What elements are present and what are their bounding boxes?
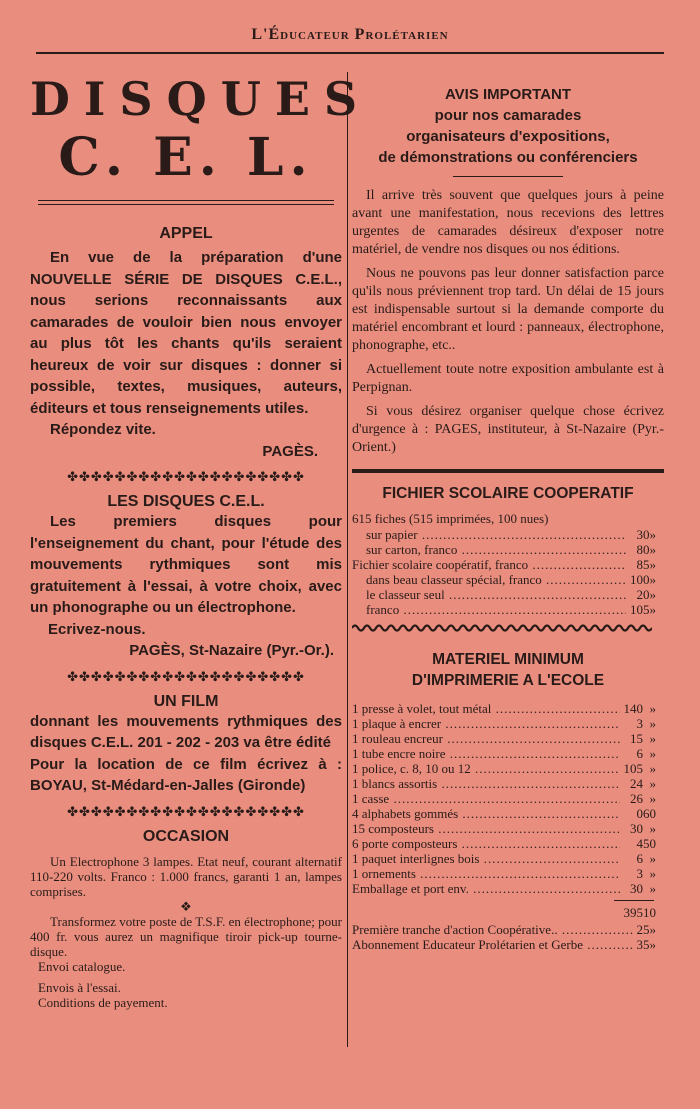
- extra-item-label: Abonnement Educateur Prolétarien et Gerbe .....: [352, 937, 633, 952]
- fichier-item-row: [352, 527, 656, 542]
- fichier-price-list: [352, 527, 656, 617]
- materiel-item-label: 1 police, c. 8, 10 ou 12 .....: [352, 761, 620, 776]
- ornament-divider: ✤✤✤✤✤✤✤✤✤✤✤✤✤✤✤✤✤✤✤✤: [67, 804, 305, 820]
- materiel-item-row: [352, 806, 656, 821]
- header-rule: [36, 52, 664, 54]
- avis-p3: Actuellement toute notre exposition ambulante est à Perpignan.: [352, 362, 664, 395]
- extra-item-row: [352, 922, 656, 937]
- avis-p1: Il arrive très souvent que quelques jours à peine avant une manifestation, nous recevions des lettres urgentes de camarades désireux d'exposer notre matériel, de vendre nos disques ou nos éditions.: [352, 188, 664, 257]
- fichier-item-unit: »: [649, 557, 656, 572]
- title-rule: [38, 200, 334, 205]
- disques-heading: LES DISQUES C.E.L.: [107, 493, 265, 510]
- materiel-item-unit: 50: [643, 836, 656, 851]
- fichier-heading: FICHIER SCOLAIRE COOPERATIF: [382, 485, 634, 502]
- materiel-item-value: 26: [630, 791, 643, 806]
- materiel-item-unit: »: [649, 851, 656, 866]
- materiel-item-row: [352, 836, 656, 851]
- materiel-item-unit: »: [649, 701, 656, 716]
- film-text: donnant les mouvements rythmiques des disques C.E.L. 201 - 202 - 203 va être édité: [30, 712, 342, 751]
- avis-p2: Nous ne pouvons pas leur donner satisfaction parce qu'ils nous préviennent trop tard. Un délai de 15 jours est indispensable surtout si la demande comporte du matériel encombrant et lourd : panneaux, électrophone, phonographe, etc..: [352, 266, 664, 353]
- wavy-divider: [352, 623, 652, 633]
- materiel-item-unit: »: [649, 716, 656, 731]
- avis-title-3: organisateurs d'expositions,: [406, 128, 610, 145]
- materiel-item-value: 105: [623, 761, 643, 776]
- materiel-item-row: [352, 821, 656, 836]
- materiel-extra-list: [352, 922, 656, 952]
- avis-title-2: pour nos camarades: [434, 107, 582, 124]
- fichier-item-label: sur papier .....: [352, 527, 626, 542]
- fichier-item-label: Fichier scolaire coopératif, franco .....: [352, 557, 626, 572]
- occasion-p5: Conditions de payement.: [38, 994, 168, 1010]
- fichier-item-label: dans beau classeur spécial, franco .....: [352, 572, 626, 587]
- materiel-item-unit: »: [649, 761, 656, 776]
- occasion-p1: Un Electrophone 3 lampes. Etat neuf, courant alternatif 110-220 volts. Franco : 1.000 francs, garanti 1 an, lampes comprises.: [30, 853, 342, 899]
- fichier-item-label: sur carton, franco .....: [352, 542, 626, 557]
- materiel-item-row: [352, 866, 656, 881]
- materiel-item-unit: »: [649, 791, 656, 806]
- total-unit: 10: [643, 905, 656, 920]
- occasion-separator-icon: ❖: [180, 898, 192, 914]
- disques-signature: PAGÈS, St-Nazaire (Pyr.-Or.).: [129, 642, 334, 659]
- fichier-item-value: 105: [630, 602, 650, 617]
- fichier-item-value: 20: [636, 587, 650, 602]
- disques-text: Les premiers disques pour l'enseignement du chant, pour l'étude des mouvements rythmiques sont mis gratuitement à l'essai, à votre choix, avec un phonographe ou un électrophone.: [30, 513, 342, 616]
- materiel-item-label: Emballage et port env. .....: [352, 881, 620, 896]
- fichier-item-row: [352, 542, 656, 557]
- fichier-item-value: 100: [630, 572, 650, 587]
- materiel-item-row: [352, 851, 656, 866]
- materiel-item-value: 30: [630, 881, 643, 896]
- materiel-heading: [352, 649, 664, 691]
- column-divider: [347, 72, 348, 1047]
- fichier-item-label: le classeur seul .....: [352, 587, 626, 602]
- fichier-item-label: franco .....: [352, 602, 626, 617]
- right-column: [352, 70, 664, 952]
- fichier-item-row: [352, 602, 656, 617]
- materiel-item-value: 6: [636, 851, 643, 866]
- extra-item-row: [352, 937, 656, 952]
- fichier-item-unit: »: [649, 587, 656, 602]
- avis-body: [352, 187, 664, 457]
- title-disques: DISQUES: [30, 72, 372, 126]
- fichier-item-value: 80: [636, 542, 650, 557]
- occasion-heading: OCCASION: [142, 827, 230, 845]
- materiel-item-value: 15: [630, 731, 643, 746]
- materiel-item-value: 3: [636, 716, 643, 731]
- film-heading: UN FILM: [153, 692, 219, 710]
- occasion-p2: Transformez votre poste de T.S.F. en électrophone; pour 400 fr. vous aurez un magnifique tiroir pick-up tourne-disque.: [30, 913, 342, 959]
- materiel-total: [352, 905, 656, 920]
- fichier-item-row: [352, 587, 656, 602]
- ornament-divider: ✤✤✤✤✤✤✤✤✤✤✤✤✤✤✤✤✤✤✤✤: [67, 669, 305, 685]
- materiel-item-label: 1 ornements .....: [352, 866, 620, 881]
- fichier-item-row: [352, 557, 656, 572]
- materiel-item-value: 3: [636, 866, 643, 881]
- total-row: [352, 905, 656, 920]
- fichier-item-unit: »: [649, 572, 656, 587]
- occasion-block: [30, 854, 342, 1010]
- avis-heading: [352, 84, 664, 168]
- materiel-heading-1: MATERIEL MINIMUM: [432, 651, 584, 668]
- materiel-item-row: [352, 776, 656, 791]
- extra-item-value: 25: [636, 922, 650, 937]
- materiel-item-label: 1 paquet interlignes bois .....: [352, 851, 620, 866]
- materiel-item-label: 1 casse .....: [352, 791, 620, 806]
- materiel-item-value: 30: [630, 821, 643, 836]
- appel-text: En vue de la préparation d'une NOUVELLE SÉRIE DE DISQUES C.E.L., nous serions reconnaissants aux camarades de vouloir bien nous envoyer au plus tôt les chants qu'ils seraient heureux de voir sur disques : donner si possible, textes, musiques, auteurs, éditeurs et tous renseignements utiles.: [30, 249, 342, 417]
- avis-title-4: de démonstrations ou conférenciers: [378, 149, 638, 166]
- extra-item-unit: »: [649, 937, 656, 952]
- materiel-item-row: [352, 746, 656, 761]
- section-rule: [352, 469, 664, 473]
- extra-item-unit: »: [649, 922, 656, 937]
- materiel-item-label: 6 porte composteurs .....: [352, 836, 620, 851]
- appel-signature: PAGÈS.: [262, 442, 318, 460]
- materiel-item-row: [352, 701, 656, 716]
- materiel-item-value: 0: [636, 806, 643, 821]
- avis-rule: [453, 176, 563, 177]
- fichier-item-row: [352, 572, 656, 587]
- fichier-item-value: 85: [636, 557, 650, 572]
- materiel-item-row: [352, 791, 656, 806]
- running-head: L'Éducateur Prolétarien: [251, 26, 449, 43]
- materiel-item-label: 1 rouleau encreur .....: [352, 731, 620, 746]
- materiel-item-unit: »: [649, 746, 656, 761]
- materiel-item-unit: 60: [643, 806, 656, 821]
- total-rule: [614, 900, 654, 901]
- materiel-item-unit: »: [649, 881, 656, 896]
- materiel-heading-2: D'IMPRIMERIE A L'ECOLE: [411, 672, 605, 689]
- fichier-item-value: 30: [636, 527, 650, 542]
- materiel-item-unit: »: [649, 866, 656, 881]
- materiel-item-value: 24: [630, 776, 643, 791]
- materiel-item-value: 4: [636, 836, 643, 851]
- materiel-item-label: 1 tube encre noire .....: [352, 746, 620, 761]
- materiel-item-label: 4 alphabets gommés .....: [352, 806, 620, 821]
- appel-heading: APPEL: [159, 225, 213, 242]
- materiel-item-label: 15 composteurs .....: [352, 821, 620, 836]
- appel-closing: Répondez vite.: [50, 421, 156, 438]
- avis-title-1: AVIS IMPORTANT: [444, 86, 572, 103]
- fichier-item-unit: »: [649, 602, 656, 617]
- materiel-price-list: [352, 701, 656, 896]
- materiel-item-label: 1 presse à volet, tout métal .....: [352, 701, 620, 716]
- ornament-divider: ✤✤✤✤✤✤✤✤✤✤✤✤✤✤✤✤✤✤✤✤: [67, 470, 305, 485]
- extra-item-label: Première tranche d'action Coopérative.. .....: [352, 922, 633, 937]
- fichier-intro: 615 fiches (515 imprimées, 100 nues): [352, 511, 549, 526]
- materiel-item-value: 140: [623, 701, 643, 716]
- title-cel: C. E. L.: [58, 127, 314, 188]
- materiel-item-row: [352, 761, 656, 776]
- fichier-item-unit: »: [649, 542, 656, 557]
- materiel-item-unit: »: [649, 776, 656, 791]
- disques-closing: Ecrivez-nous.: [48, 620, 146, 638]
- materiel-item-unit: »: [649, 821, 656, 836]
- fichier-item-unit: »: [649, 527, 656, 542]
- occasion-p4: Envois à l'essai.: [38, 979, 121, 995]
- total-value: 395: [623, 905, 643, 920]
- materiel-item-row: [352, 731, 656, 746]
- materiel-item-label: 1 plaque à encrer .....: [352, 716, 620, 731]
- materiel-item-unit: »: [649, 731, 656, 746]
- occasion-p3: Envoi catalogue.: [38, 958, 126, 974]
- materiel-item-value: 6: [636, 746, 643, 761]
- materiel-item-row: [352, 881, 656, 896]
- materiel-item-row: [352, 716, 656, 731]
- extra-item-value: 35: [636, 937, 650, 952]
- materiel-item-label: 1 blancs assortis .....: [352, 776, 620, 791]
- avis-p4: Si vous désirez organiser quelque chose écrivez d'urgence à : PAGES, instituteur, à St-Nazaire (Pyr.-Orient.): [352, 404, 664, 455]
- film-location: Pour la location de ce film écrivez à : BOYAU, St-Médard-en-Jalles (Gironde): [30, 755, 342, 794]
